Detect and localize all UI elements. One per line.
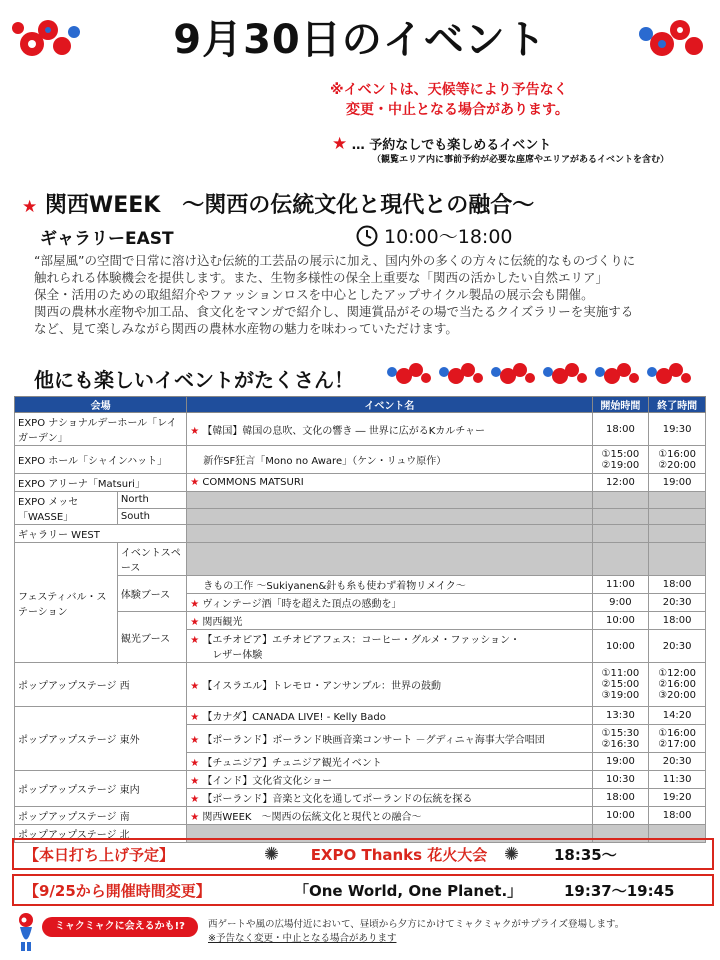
feature-title: ★ 関西WEEK ～関西の伝統文化と現代との融合～: [22, 193, 535, 218]
schedule-change-box: [12, 874, 714, 906]
table-row: ポップアップステージ 西 ★ 【イスラエル】トレモロ・アンサンブル：世界の鼓動 ①11:00 ②15:00 ③19:00 ①12:00 ②16:00 ③20:00: [15, 663, 706, 707]
table-row: ★ 【エチオピア】エチオピアフェス：コーヒー・グルメ・ファッション・ レザー体験 10:00 20:30: [15, 630, 706, 663]
legend: ★ … 予約なしでも楽しめるイベント: [332, 134, 552, 154]
table-row: ポップアップステージ 南 ★ 関西WEEK ～関西の伝統文化と現代との融合～ 10:00 18:00: [15, 807, 706, 825]
feature-description: “部屋風”の空間で日常に溶け込む伝統的工芸品の展示に加え、国内外の多くの方々に伝統的なものづくりに 触れられる体験機会を提供します。また、生物多様性の保全上重要な「関西の活かしたい自然エリア」 保全・活用のための取組紹介やファッションロスを中心としたアップサイクル製品の展示会も開催。 関西の農林水産物や加工品、食文化をマンガで紹介し、関連賞品がその場で当たるクイズラリーを実施する など、見て楽しみながら関西の農林水産物の魅力を味わっていただけます。: [34, 253, 636, 336]
table-row: South: [15, 508, 706, 525]
col-venue: 会場: [15, 397, 187, 413]
page-title: 9月30日のイベント: [173, 17, 547, 63]
star-icon: ★: [332, 134, 348, 154]
table-row: EXPO ナショナルデーホール「レイガーデン」 ★ 【韓国】韓国の息吹、文化の響き ― 世界に広がるKカルチャー 18:00 19:30: [15, 413, 706, 446]
myakumyaku-logo: [646, 358, 692, 390]
footer-note: 西ゲートや風の広場付近において、昼頃から夕方にかけてミャクミャクがサプライズ登場します。 ※予告なく変更・中止となる場合があります: [208, 919, 625, 944]
feature-venue: ギャラリーEAST: [40, 229, 174, 249]
clock-icon: [356, 225, 378, 247]
table-row: ポップアップステージ 東外 ★ 【カナダ】CANADA LIVE! - Kelly Bado 13:30 14:20: [15, 707, 706, 725]
myakumyaku-pill: ミャクミャクに会えるかも!?: [42, 917, 198, 937]
table-row: EXPO メッセ「WASSE」 North: [15, 492, 706, 509]
table-row: ポップアップステージ 東内 ★ 【インド】文化省文化ショー 10:30 11:30: [15, 771, 706, 789]
table-row: ★ 【チュニジア】チュニジア観光イベント 19:00 20:30: [15, 753, 706, 771]
myakumyaku-logo: [594, 358, 640, 390]
col-end: 終了時間: [649, 397, 706, 413]
fireworks-label: 【本日打ち上げ予定】: [24, 845, 175, 864]
table-row: フェスティバル・ステーション イベントスペース: [15, 543, 706, 576]
firework-icon: ✺: [504, 843, 520, 865]
myakumyaku-banner: [386, 358, 696, 390]
table-row: ギャラリー WEST: [15, 525, 706, 543]
change-name: 「One World, One Planet.」: [294, 881, 523, 900]
section-title: 他にも楽しいイベントがたくさん！: [34, 368, 354, 392]
change-label: 【9/25から開催時間変更】: [24, 881, 211, 900]
fireworks-name: EXPO Thanks 花火大会: [310, 845, 488, 864]
feature-time: 10:00～18:00: [356, 222, 513, 249]
star-icon: ★: [22, 197, 38, 217]
table-row: ★ 【ポーランド】ポーランド映画音楽コンサート －グディニャ海事大学合唱団 ①15:30 ②16:30 ①16:00 ②17:00: [15, 725, 706, 753]
myakumyaku-logo: [490, 358, 536, 390]
change-time: 19:37～19:45: [564, 881, 675, 900]
fireworks-box: [12, 838, 714, 870]
table-header: [15, 397, 706, 413]
notice: ※イベントは、天候等により予告なく 変更・中止となる場合があります。: [330, 82, 569, 118]
legend-note: （観覧エリア内に事前予約が必要な座席やエリアがあるイベントを含む）: [372, 155, 670, 165]
myakumyaku-logo: [438, 358, 484, 390]
table-row: 観光ブース ★ 関西観光 10:00 18:00: [15, 612, 706, 630]
table-row: EXPO アリーナ「Matsuri」 ★ COMMONS MATSURI 12:00 19:00: [15, 474, 706, 492]
table-row: 体験ブース きもの工作 ～Sukiyanen&針も糸も使わず着物リメイク～ 11:00 18:00: [15, 576, 706, 594]
col-event: イベント名: [187, 397, 592, 413]
fireworks-time: 18:35～: [554, 845, 617, 864]
table-row: ★ ヴィンテージ酒「時を超えた頂点の感動を」 9:00 20:30: [15, 594, 706, 612]
myakumyaku-logo: [386, 358, 432, 390]
col-start: 開始時間: [592, 397, 649, 413]
firework-icon: ✺: [264, 843, 280, 865]
table-row: ポップアップステージ 北: [15, 825, 706, 843]
table-row: EXPO ホール「シャインハット」 新作SF狂言「Mono no Aware」（ケン・リュウ原作） ①15:00 ②19:00 ①16:00 ②20:00: [15, 446, 706, 474]
myakumyaku-character: [12, 912, 40, 952]
myakumyaku-logo: [542, 358, 588, 390]
event-table: [14, 396, 706, 843]
table-row: ★ 【ポーランド】音楽と文化を通してポーランドの伝統を探る 18:00 19:20: [15, 789, 706, 807]
